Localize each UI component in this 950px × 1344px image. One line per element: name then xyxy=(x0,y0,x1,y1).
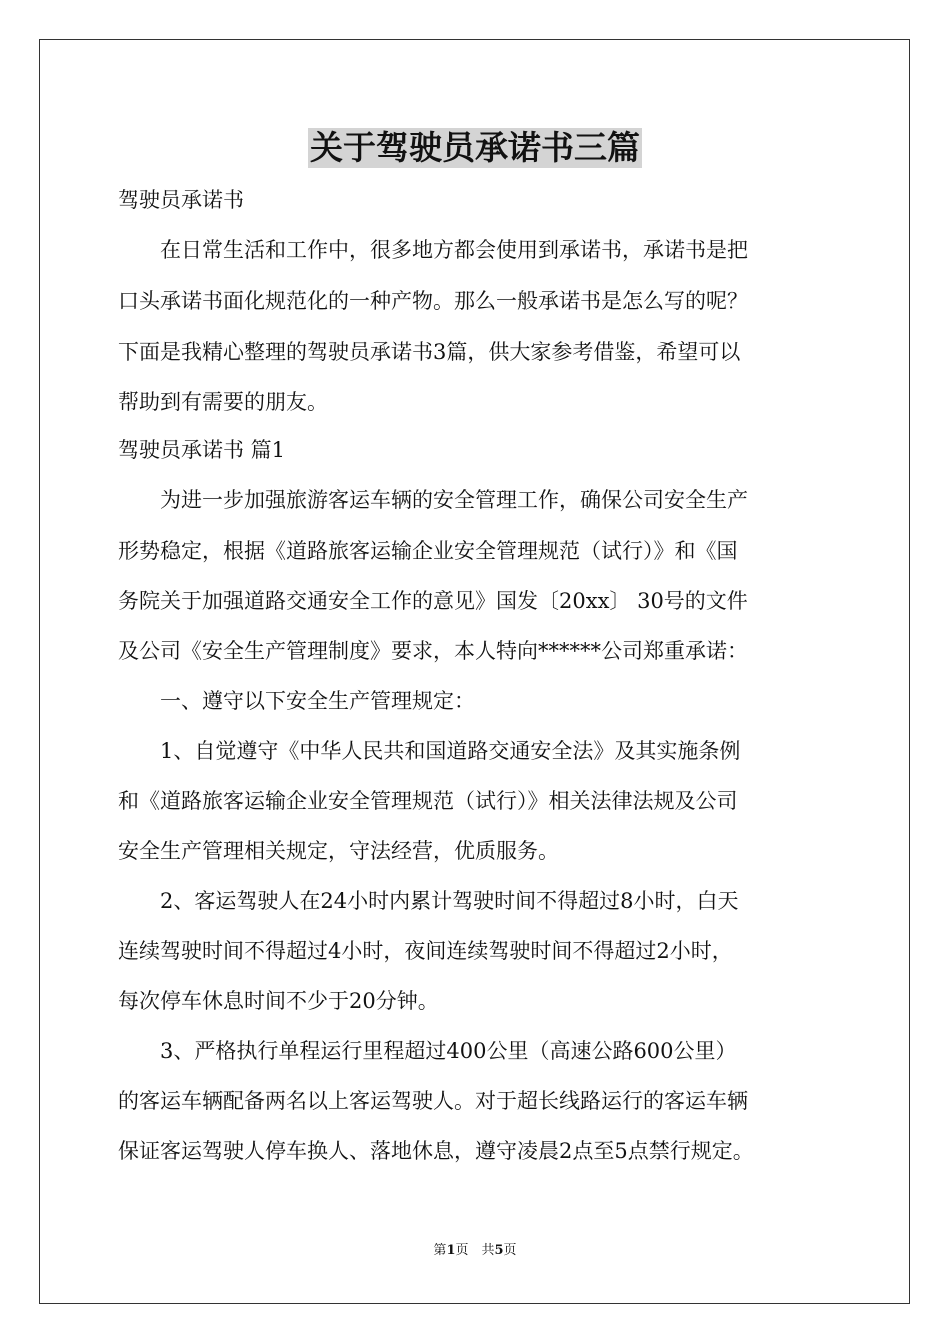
section-heading: 驾驶员承诺书 xyxy=(118,188,244,212)
paragraph-line: 形势稳定，根据《道路旅客运输企业安全管理规范（试行）》和《国 xyxy=(118,539,738,563)
page-number-suffix: 页 xyxy=(503,1243,517,1258)
paragraph-line: 1、自觉遵守《中华人民共和国道路交通安全法》及其实施条例 xyxy=(160,739,741,763)
page-number-total: 5 xyxy=(494,1243,504,1258)
document-title-text: 关于驾驶员承诺书三篇 xyxy=(310,128,640,167)
page-number-current: 1 xyxy=(446,1243,456,1258)
paragraph-line: 连续驾驶时间不得超过4小时，夜间连续驾驶时间不得超过2小时， xyxy=(118,939,733,963)
paragraph-line: 下面是我精心整理的驾驶员承诺书3篇，供大家参考借鉴，希望可以 xyxy=(118,340,741,364)
section-heading: 驾驶员承诺书 篇1 xyxy=(118,438,286,462)
paragraph-line: 口头承诺书面化规范化的一种产物。那么一般承诺书是怎么写的呢？ xyxy=(118,289,748,313)
paragraph-line: 为进一步加强旅游客运车辆的安全管理工作，确保公司安全生产 xyxy=(160,488,748,512)
paragraph-line: 3、严格执行单程运行里程超过400公里（高速公路600公里） xyxy=(160,1039,737,1063)
paragraph-line: 每次停车休息时间不少于20分钟。 xyxy=(118,989,439,1013)
page-footer xyxy=(0,1242,950,1260)
page-number-mid: 页 共 xyxy=(455,1243,495,1258)
paragraph-line: 的客运车辆配备两名以上客运驾驶人。对于超长线路运行的客运车辆 xyxy=(118,1089,748,1113)
paragraph-line: 2、客运驾驶人在24小时内累计驾驶时间不得超过8小时，白天 xyxy=(160,889,739,913)
paragraph-line: 帮助到有需要的朋友。 xyxy=(118,390,328,414)
paragraph-line: 在日常生活和工作中，很多地方都会使用到承诺书，承诺书是把 xyxy=(160,238,748,262)
paragraph-line: 及公司《安全生产管理制度》要求，本人特向******公司郑重承诺： xyxy=(118,639,748,663)
paragraph-line: 和《道路旅客运输企业安全管理规范（试行）》相关法律法规及公司 xyxy=(118,789,738,813)
paragraph-line: 安全生产管理相关规定，守法经营，优质服务。 xyxy=(118,839,559,863)
paragraph-line: 务院关于加强道路交通安全工作的意见》国发〔20xx〕 30号的文件 xyxy=(118,589,748,613)
document-title xyxy=(0,128,950,172)
paragraph-line: 保证客运驾驶人停车换人、落地休息，遵守凌晨2点至5点禁行规定。 xyxy=(118,1139,754,1163)
paragraph-line: 一、遵守以下安全生产管理规定： xyxy=(160,689,475,713)
page-number-prefix: 第 xyxy=(433,1243,447,1258)
